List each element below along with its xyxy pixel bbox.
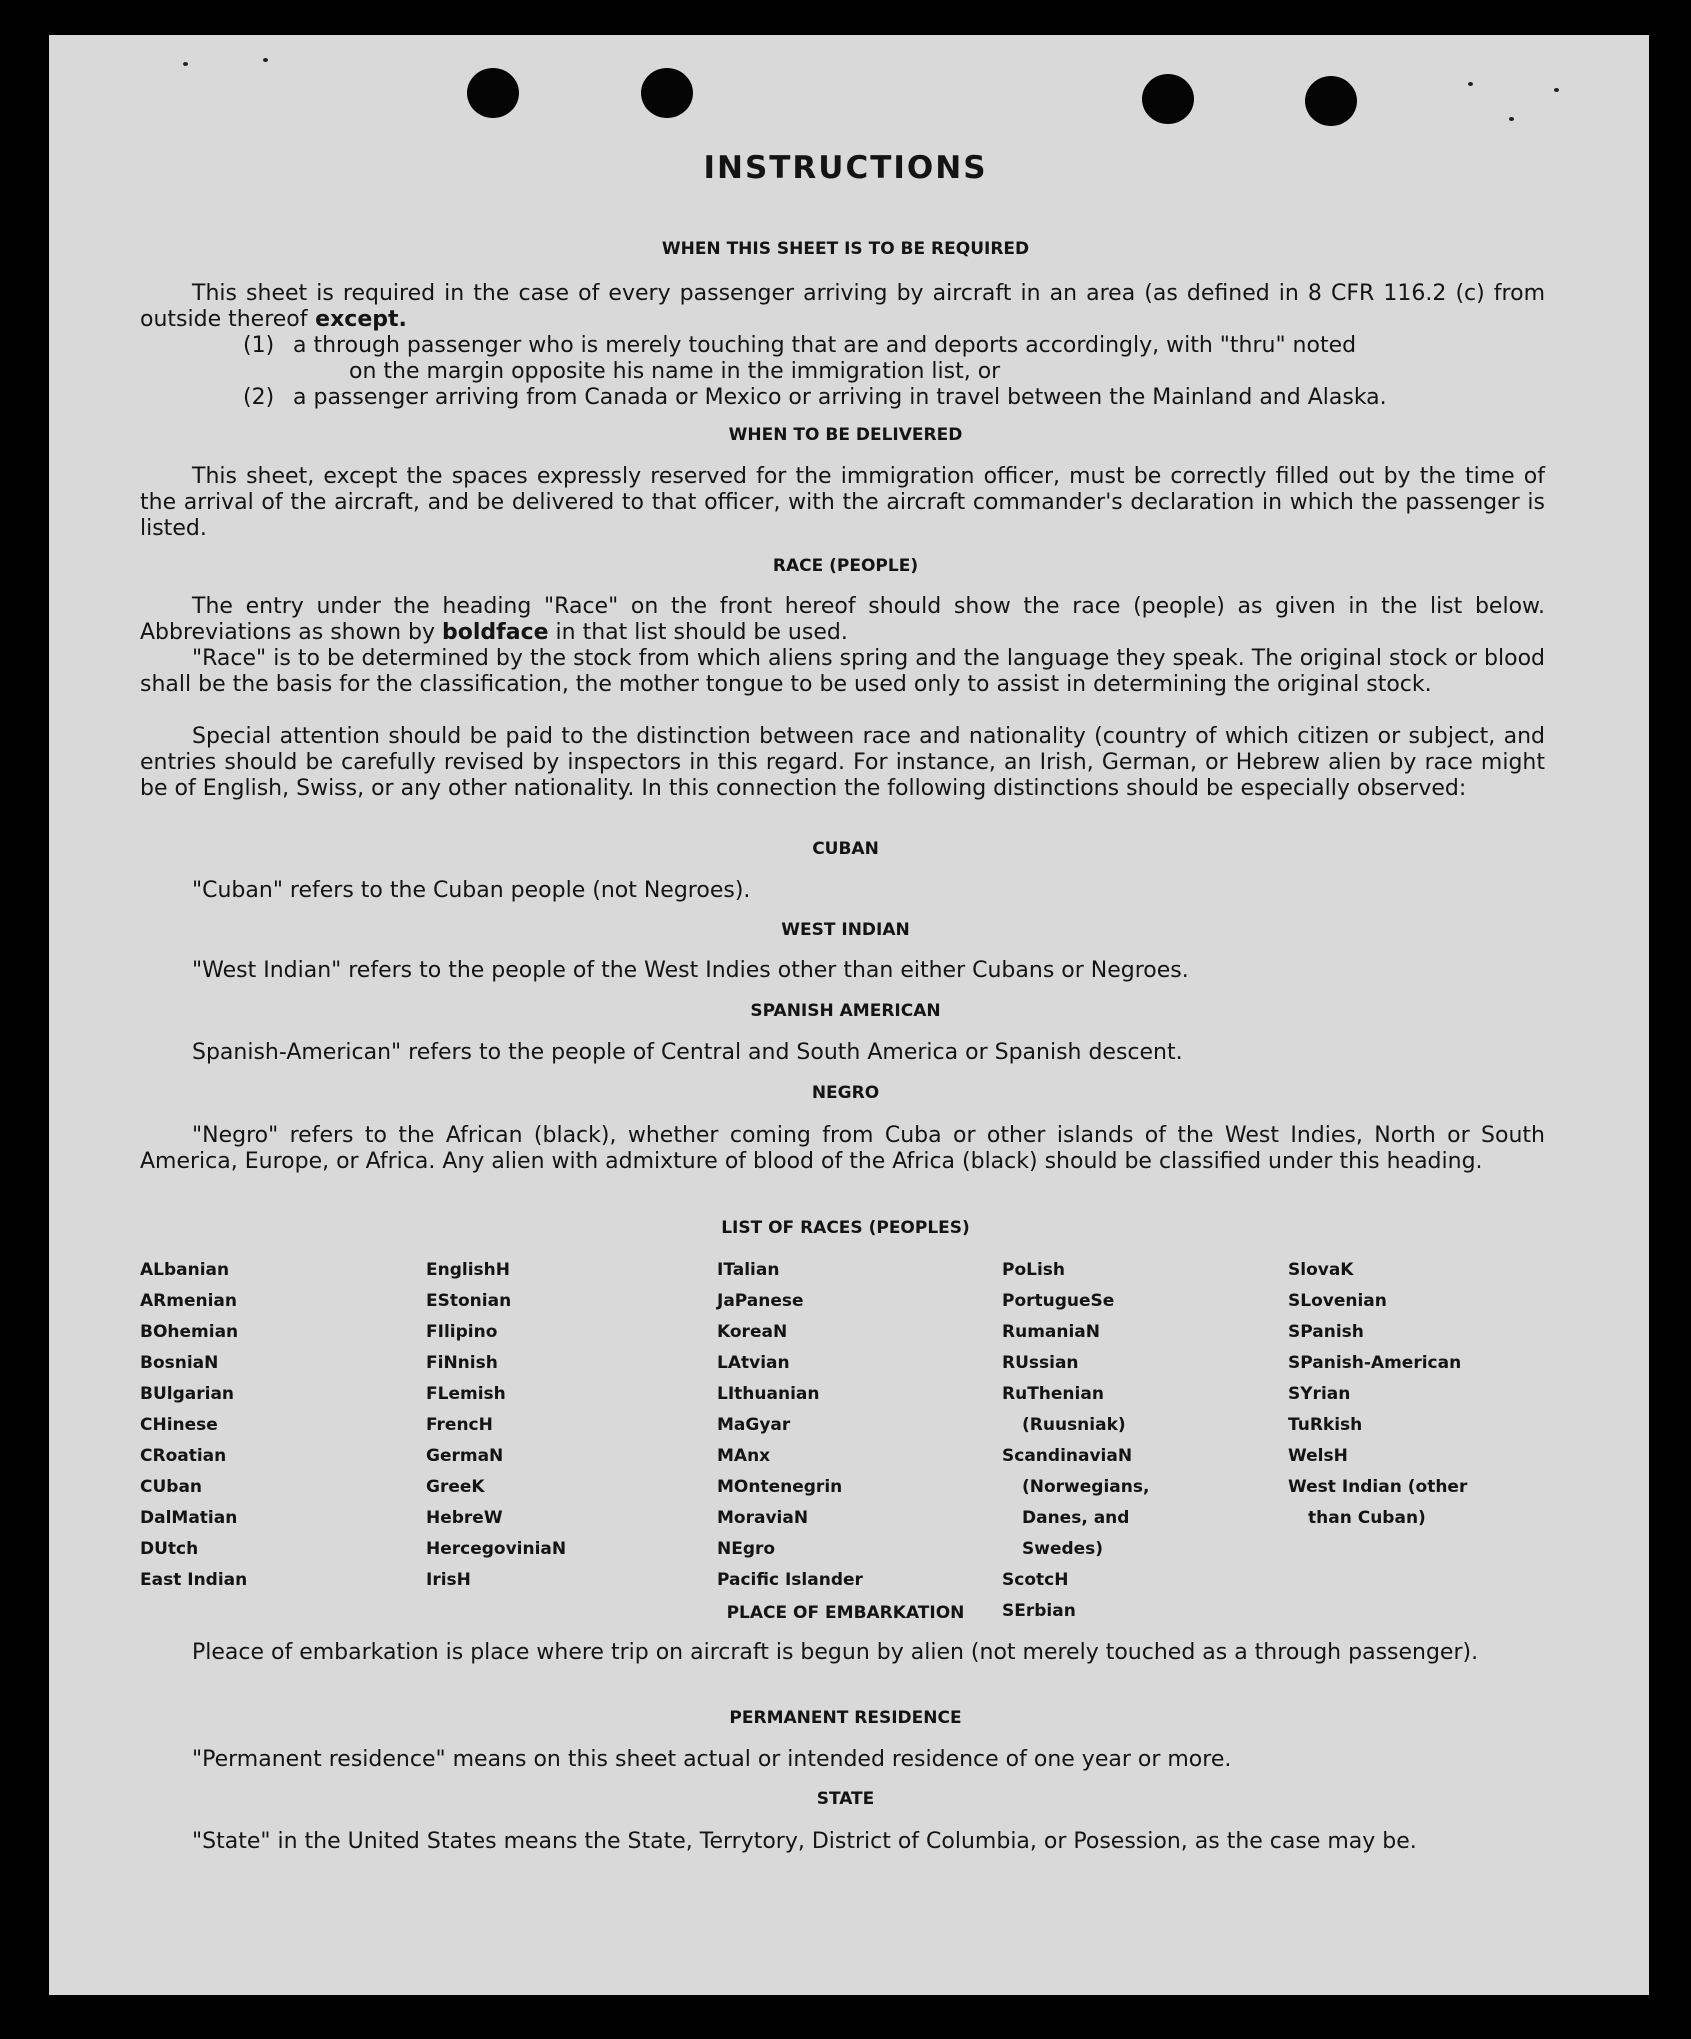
race-item: SYrian: [1288, 1384, 1351, 1404]
race-item: ScotcH: [1002, 1570, 1069, 1590]
race-item: EStonian: [426, 1291, 512, 1311]
residence-text: "Permanent residence" means on this sheet actual or intended residence of one year or more.: [192, 1747, 1232, 1772]
race-item: West Indian (other than Cuban): [1288, 1477, 1468, 1528]
race-item: ARmenian: [140, 1291, 237, 1311]
race-item: GermaN: [426, 1446, 504, 1466]
punch-hole: [641, 68, 693, 118]
section-heading-embarkation: PLACE OF EMBARKATION: [726, 1603, 965, 1623]
races-column: [426, 1255, 706, 1596]
paper-speck: [263, 58, 268, 62]
section-heading-delivered: WHEN TO BE DELIVERED: [728, 425, 963, 445]
required-intro-text: This sheet is required in the case of every passenger arriving by aircraft in an area (as defined in 8 CFR 116.2 (c) from outside thereof: [140, 281, 1545, 332]
delivered-text: This sheet, except the spaces expressly reserved for the immigration officer, must be correctly filled out by the time of the arrival of the aircraft, and be delivered to that officer, with the aircraft commander's declaration in which the passenger is listed.: [140, 464, 1545, 541]
races-column: [717, 1255, 997, 1596]
punch-hole: [467, 68, 519, 118]
section-heading-negro: NEGRO: [811, 1083, 880, 1103]
paper-speck: [183, 62, 188, 66]
section-heading-race: RACE (PEOPLE): [772, 556, 919, 576]
race-item: CRoatian: [140, 1446, 227, 1466]
race-p1-bold: boldface: [442, 620, 549, 645]
race-item: MaGyar: [717, 1415, 791, 1435]
item-continuation: on the margin opposite his name in the immigration list, or: [349, 359, 1001, 384]
race-item: DalMatian: [140, 1508, 238, 1528]
list-item: [243, 385, 1545, 411]
race-item: MoraviaN: [717, 1508, 809, 1528]
race-item: ITalian: [717, 1260, 780, 1280]
paper-speck: [1554, 88, 1559, 92]
item-text: a passenger arriving from Canada or Mexico or arriving in travel between the Mainland and Alaska.: [293, 385, 1387, 410]
race-item: Pacific Islander: [717, 1570, 863, 1590]
race-item: SlovaK: [1288, 1260, 1354, 1280]
item-number: (1): [243, 333, 275, 358]
race-item: EnglishH: [426, 1260, 510, 1280]
race-item: ALbanian: [140, 1260, 230, 1280]
race-item: KoreaN: [717, 1322, 788, 1342]
race-item: RumaniaN: [1002, 1322, 1101, 1342]
race-item: RuThenian (Ruusniak): [1002, 1384, 1126, 1435]
race-item: CHinese: [140, 1415, 218, 1435]
race-item: SErbian: [1002, 1601, 1076, 1621]
races-column: [140, 1255, 420, 1596]
race-item: LIthuanian: [717, 1384, 820, 1404]
race-item: SPanish-American: [1288, 1353, 1462, 1373]
race-item: HebreW: [426, 1508, 503, 1528]
race-item: FIlipino: [426, 1322, 498, 1342]
race-paragraph-2: "Race" is to be determined by the stock from which aliens spring and the language they speak. The original stock or blood shall be the basis for the classification, the mother tongue to be used only to assist in determining the original stock.: [140, 646, 1545, 697]
race-item: IrisH: [426, 1570, 471, 1590]
section-heading-spanish-american: SPANISH AMERICAN: [750, 1001, 941, 1021]
race-item: TuRkish: [1288, 1415, 1363, 1435]
race-item: HercegoviniaN: [426, 1539, 567, 1559]
race-item: RUssian: [1002, 1353, 1079, 1373]
required-intro-bold: except.: [307, 307, 407, 332]
negro-text: "Negro" refers to the African (black), whether coming from Cuba or other islands of the West Indies, North or South America, Europe, or Africa. Any alien with admixture of blood of the Africa (black) should be classified under this heading.: [140, 1123, 1545, 1174]
west-indian-text: "West Indian" refers to the people of the West Indies other than either Cubans or Negroes.: [192, 958, 1189, 983]
section-heading-state: STATE: [816, 1789, 875, 1809]
paper-speck: [1468, 82, 1473, 86]
cuban-text: "Cuban" refers to the Cuban people (not Negroes).: [192, 878, 751, 903]
item-text: a through passenger who is merely touching that are and deports accordingly, with "thru" noted: [293, 333, 1357, 358]
race-p1-text-end: in that list should be used.: [548, 620, 848, 645]
race-item: BUlgarian: [140, 1384, 235, 1404]
race-item: BOhemian: [140, 1322, 239, 1342]
page-title: INSTRUCTIONS: [703, 150, 988, 186]
race-item: PoLish: [1002, 1260, 1066, 1280]
races-column: [1288, 1255, 1503, 1534]
race-item: FLemish: [426, 1384, 506, 1404]
race-item: JaPanese: [717, 1291, 804, 1311]
punch-hole: [1142, 74, 1194, 124]
list-item: [243, 333, 1545, 385]
section-heading-races-list: LIST OF RACES (PEOPLES): [721, 1218, 970, 1238]
race-item: PortugueSe: [1002, 1291, 1115, 1311]
item-number: (2): [243, 385, 275, 410]
race-item: LAtvian: [717, 1353, 790, 1373]
race-item: GreeK: [426, 1477, 485, 1497]
race-item: BosniaN: [140, 1353, 219, 1373]
embarkation-text: Pleace of embarkation is place where trip on aircraft is begun by alien (not merely touched as a through passenger).: [192, 1640, 1479, 1665]
race-paragraph-3: Special attention should be paid to the distinction between race and nationality (country of which citizen or subject, and entries should be carefully revised by inspectors in this regard. For instance, an Irish, German, or Hebrew alien by race might be of English, Swiss, or any other nationality. In this connection the following distinctions should be especially observed:: [140, 724, 1545, 801]
race-item: SLovenian: [1288, 1291, 1387, 1311]
race-item: ScandinaviaN (Norwegians, Danes, and Swedes): [1002, 1446, 1150, 1559]
section-heading-required: WHEN THIS SHEET IS TO BE REQUIRED: [661, 239, 1030, 259]
section-heading-residence: PERMANENT RESIDENCE: [729, 1708, 962, 1728]
race-item: MAnx: [717, 1446, 771, 1466]
race-item: East Indian: [140, 1570, 248, 1590]
race-item: DUtch: [140, 1539, 199, 1559]
race-item: MOntenegrin: [717, 1477, 843, 1497]
race-item: NEgro: [717, 1539, 776, 1559]
race-item: FrencH: [426, 1415, 493, 1435]
spanish-american-text: Spanish-American" refers to the people of Central and South America or Spanish descent.: [192, 1040, 1183, 1065]
section-heading-west-indian: WEST INDIAN: [781, 920, 910, 940]
paper-speck: [1509, 117, 1514, 121]
race-paragraph-1: [140, 594, 1545, 646]
race-item: CUban: [140, 1477, 203, 1497]
required-intro: [140, 281, 1545, 333]
race-item: FiNnish: [426, 1353, 498, 1373]
punch-hole: [1305, 76, 1357, 126]
races-column: [1002, 1255, 1192, 1627]
state-text: "State" in the United States means the State, Terrytory, District of Columbia, or Posession, as the case may be.: [192, 1829, 1417, 1854]
race-item: WelsH: [1288, 1446, 1348, 1466]
race-item: SPanish: [1288, 1322, 1364, 1342]
race-p1-text: The entry under the heading "Race" on the front hereof should show the race (people) as given in the list below. Abbreviations as shown by: [140, 594, 1545, 645]
section-heading-cuban: CUBAN: [812, 839, 879, 859]
